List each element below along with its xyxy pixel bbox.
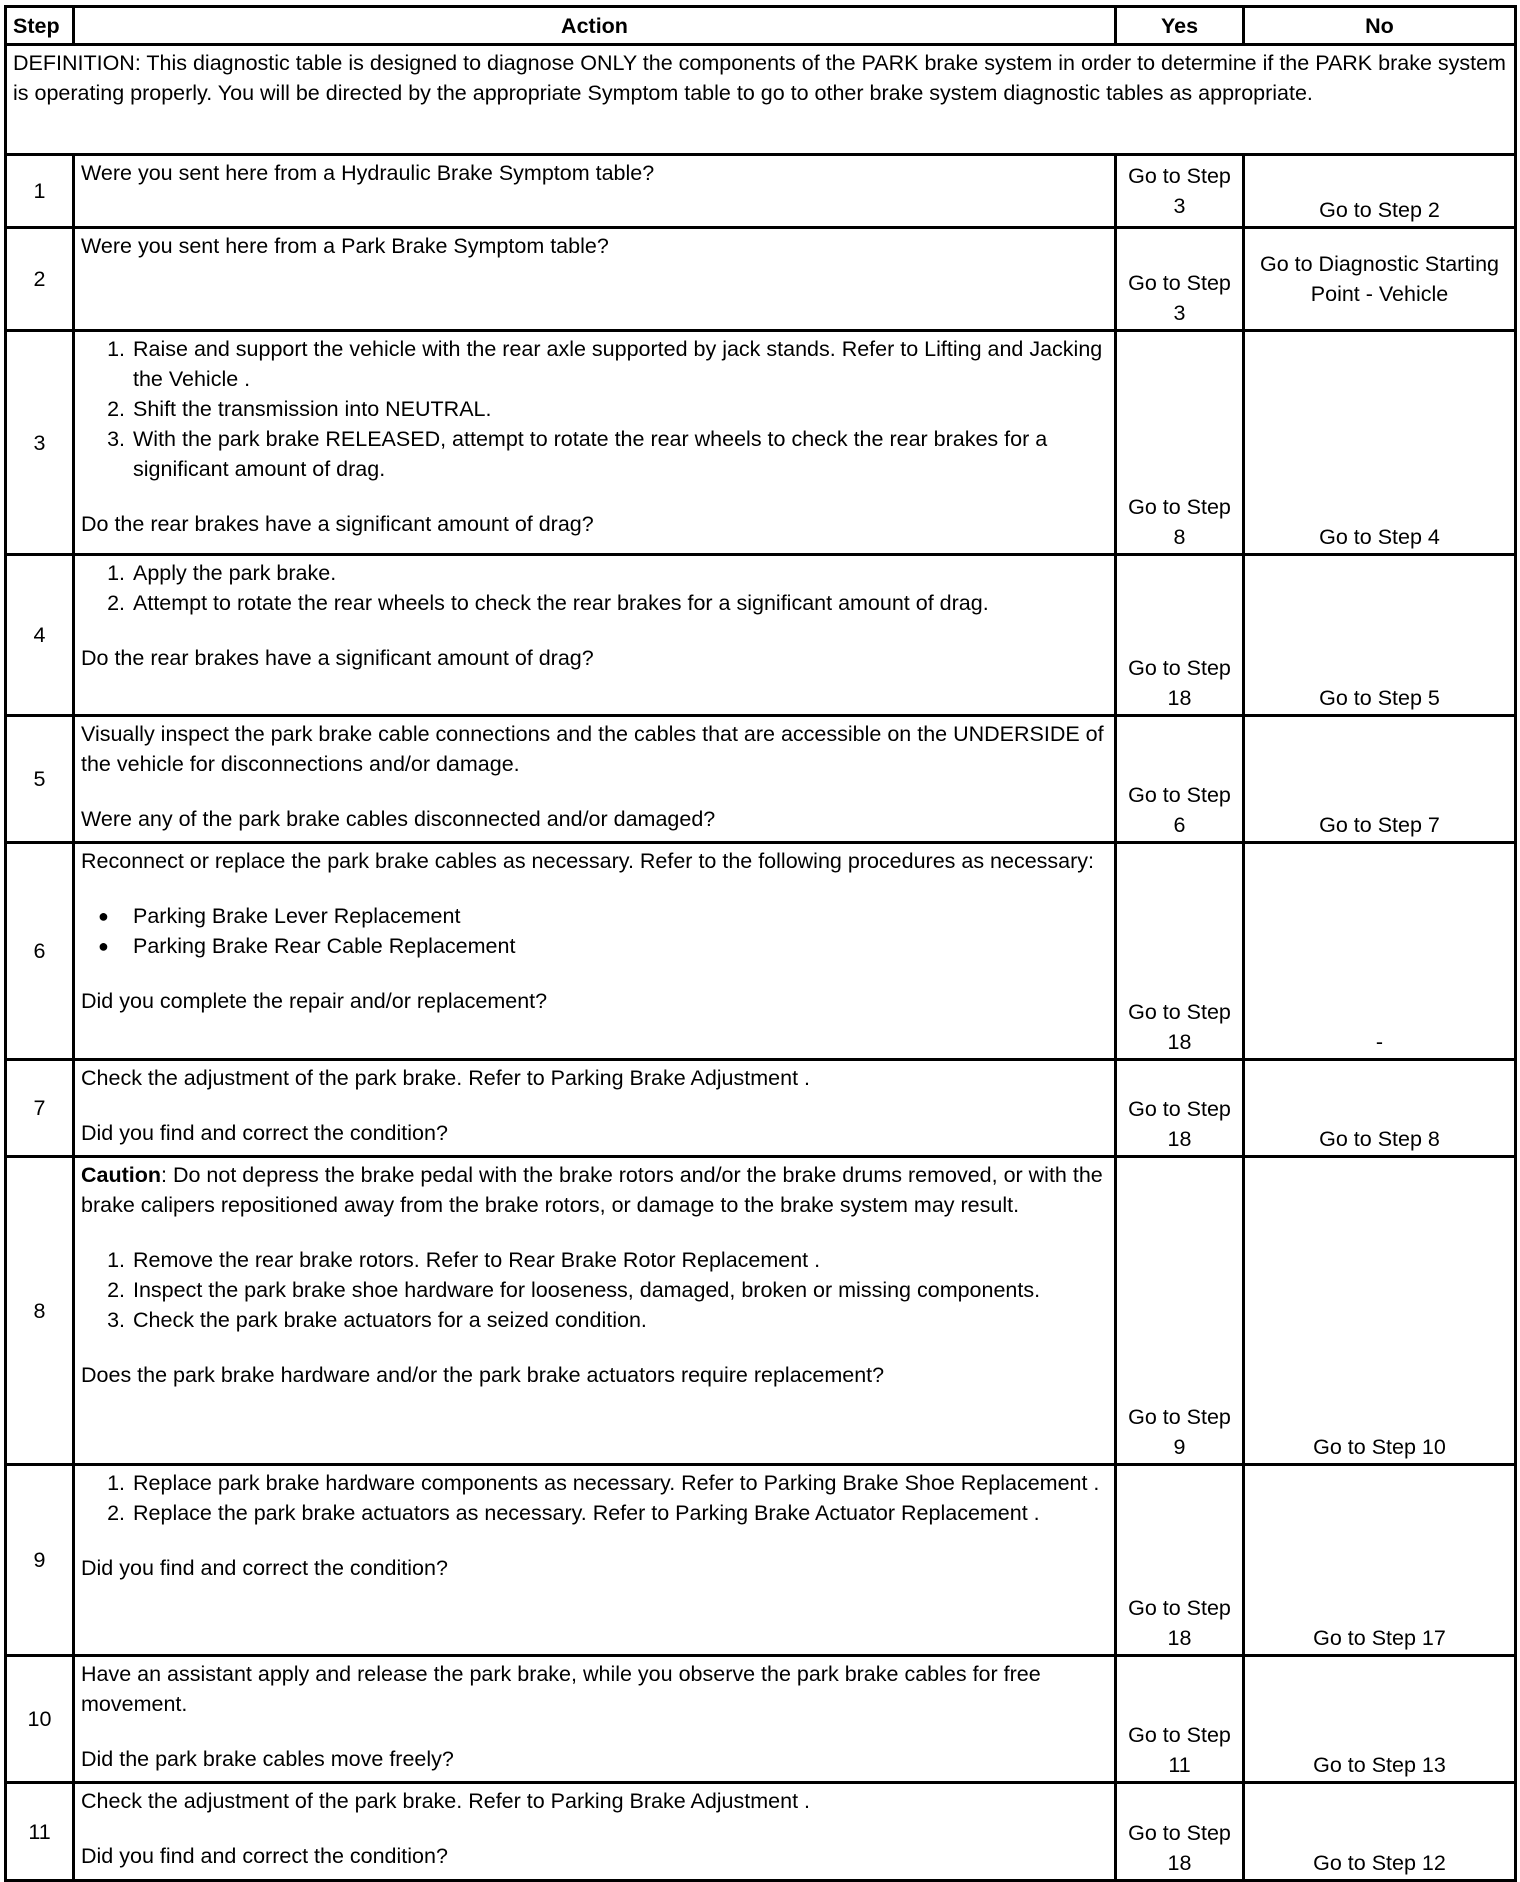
yes-result: Go to Step 3 xyxy=(1116,155,1244,228)
action-cell xyxy=(74,555,1116,716)
header-yes: Yes xyxy=(1116,7,1244,45)
table-row xyxy=(6,228,1516,331)
list-item: 1. Apply the park brake. xyxy=(131,558,1108,588)
header-step: Step xyxy=(6,7,74,45)
yes-result: Go to Step 18 xyxy=(1116,555,1244,716)
procedure-list xyxy=(81,558,1108,618)
step-question: Were you sent here from a Park Brake Symptom table? xyxy=(81,234,609,258)
step-question: Were you sent here from a Hydraulic Brake Symptom table? xyxy=(81,161,655,185)
step-number: 3 xyxy=(6,331,74,555)
step-question: Did you complete the repair and/or replacement? xyxy=(81,989,548,1013)
list-item: 2. Inspect the park brake shoe hardware for looseness, damaged, broken or missing components. xyxy=(131,1275,1108,1305)
action-cell xyxy=(74,1060,1116,1157)
caution-text: : Do not depress the brake pedal with the brake rotors and/or the brake drums removed, or with the brake calipers repositioned away from the brake rotors, or damage to the brake system may result. xyxy=(81,1163,1103,1217)
step-question: Did the park brake cables move freely? xyxy=(81,1747,454,1771)
action-cell xyxy=(74,1465,1116,1656)
no-result: Go to Step 17 xyxy=(1244,1465,1516,1656)
yes-result: Go to Step 18 xyxy=(1116,1060,1244,1157)
no-result: Go to Step 2 xyxy=(1244,155,1516,228)
yes-result: Go to Step 6 xyxy=(1116,716,1244,843)
no-result: Go to Diagnostic Starting Point - Vehicle xyxy=(1244,228,1516,331)
list-item: 3. Check the park brake actuators for a seized condition. xyxy=(131,1305,1108,1335)
action-cell xyxy=(74,1656,1116,1783)
procedure-list xyxy=(81,334,1108,484)
action-cell xyxy=(74,843,1116,1060)
procedure-bullets xyxy=(81,901,1108,961)
header-action: Action xyxy=(74,7,1116,45)
step-number: 1 xyxy=(6,155,74,228)
procedure-list xyxy=(81,1468,1108,1528)
bullet-item: ● Parking Brake Lever Replacement xyxy=(131,901,1108,931)
definition-text: DEFINITION: This diagnostic table is designed to diagnose ONLY the components of the PARK brake system in order to determine if the PARK brake system is operating properly. You will be directed by the appropriate Symptom table to go to other brake system diagnostic tables as appropriate. xyxy=(6,45,1516,155)
no-result: Go to Step 13 xyxy=(1244,1656,1516,1783)
table-row xyxy=(6,1783,1516,1881)
step-question: Do the rear brakes have a significant amount of drag? xyxy=(81,512,594,536)
step-instruction: Visually inspect the park brake cable connections and the cables that are accessible on the UNDERSIDE of the vehicle for disconnections and/or damage. xyxy=(81,722,1104,776)
list-item: 1. Raise and support the vehicle with the rear axle supported by jack stands. Refer to Lifting and Jacking the Vehicle . xyxy=(131,334,1108,394)
step-number: 2 xyxy=(6,228,74,331)
step-question: Did you find and correct the condition? xyxy=(81,1121,448,1145)
no-result: Go to Step 10 xyxy=(1244,1157,1516,1465)
step-instruction: Check the adjustment of the park brake. Refer to Parking Brake Adjustment . xyxy=(81,1789,810,1813)
table-row xyxy=(6,843,1516,1060)
table-row xyxy=(6,1157,1516,1465)
table-row xyxy=(6,1656,1516,1783)
list-item: 1. Remove the rear brake rotors. Refer to Rear Brake Rotor Replacement . xyxy=(131,1245,1108,1275)
step-question: Were any of the park brake cables disconnected and/or damaged? xyxy=(81,807,716,831)
action-cell xyxy=(74,155,1116,228)
step-question: Did you find and correct the condition? xyxy=(81,1556,448,1580)
table-row xyxy=(6,331,1516,555)
bullet-item: ● Parking Brake Rear Cable Replacement xyxy=(131,931,1108,961)
no-result: - xyxy=(1244,843,1516,1060)
table-row xyxy=(6,155,1516,228)
step-number: 7 xyxy=(6,1060,74,1157)
step-question: Do the rear brakes have a significant amount of drag? xyxy=(81,646,594,670)
table-row xyxy=(6,555,1516,716)
step-number: 11 xyxy=(6,1783,74,1881)
step-number: 4 xyxy=(6,555,74,716)
procedure-list xyxy=(81,1245,1108,1335)
step-question: Did you find and correct the condition? xyxy=(81,1844,448,1868)
action-cell xyxy=(74,1783,1116,1881)
caution-label: Caution xyxy=(81,1163,162,1187)
list-item: 1. Replace park brake hardware components as necessary. Refer to Parking Brake Shoe Replacement . xyxy=(131,1468,1108,1498)
caution-note xyxy=(81,1160,1108,1220)
no-result: Go to Step 8 xyxy=(1244,1060,1516,1157)
list-item: 2. Attempt to rotate the rear wheels to check the rear brakes for a significant amount of drag. xyxy=(131,588,1108,618)
yes-result: Go to Step 18 xyxy=(1116,1465,1244,1656)
definition-row xyxy=(6,45,1516,155)
list-item: 2. Shift the transmission into NEUTRAL. xyxy=(131,394,1108,424)
step-question: Does the park brake hardware and/or the park brake actuators require replacement? xyxy=(81,1363,885,1387)
yes-result: Go to Step 18 xyxy=(1116,843,1244,1060)
yes-result: Go to Step 18 xyxy=(1116,1783,1244,1881)
step-number: 9 xyxy=(6,1465,74,1656)
yes-result: Go to Step 8 xyxy=(1116,331,1244,555)
table-row xyxy=(6,1465,1516,1656)
step-number: 6 xyxy=(6,843,74,1060)
step-number: 10 xyxy=(6,1656,74,1783)
list-item: 3. With the park brake RELEASED, attempt to rotate the rear wheels to check the rear brakes for a significant amount of drag. xyxy=(131,424,1108,484)
yes-result: Go to Step 3 xyxy=(1116,228,1244,331)
step-instruction: Check the adjustment of the park brake. Refer to Parking Brake Adjustment . xyxy=(81,1066,810,1090)
action-cell xyxy=(74,228,1116,331)
header-no: No xyxy=(1244,7,1516,45)
no-result: Go to Step 7 xyxy=(1244,716,1516,843)
list-item: 2. Replace the park brake actuators as necessary. Refer to Parking Brake Actuator Replacement . xyxy=(131,1498,1108,1528)
action-cell xyxy=(74,716,1116,843)
step-number: 8 xyxy=(6,1157,74,1465)
header-row xyxy=(6,7,1516,45)
no-result: Go to Step 5 xyxy=(1244,555,1516,716)
action-cell xyxy=(74,1157,1116,1465)
table-row xyxy=(6,716,1516,843)
step-instruction: Reconnect or replace the park brake cables as necessary. Refer to the following procedures as necessary: xyxy=(81,849,1095,873)
yes-result: Go to Step 9 xyxy=(1116,1157,1244,1465)
no-result: Go to Step 12 xyxy=(1244,1783,1516,1881)
diagnostic-table xyxy=(4,5,1517,1882)
step-number: 5 xyxy=(6,716,74,843)
yes-result: Go to Step 11 xyxy=(1116,1656,1244,1783)
step-instruction: Have an assistant apply and release the park brake, while you observe the park brake cables for free movement. xyxy=(81,1662,1041,1716)
table-row xyxy=(6,1060,1516,1157)
action-cell xyxy=(74,331,1116,555)
no-result: Go to Step 4 xyxy=(1244,331,1516,555)
